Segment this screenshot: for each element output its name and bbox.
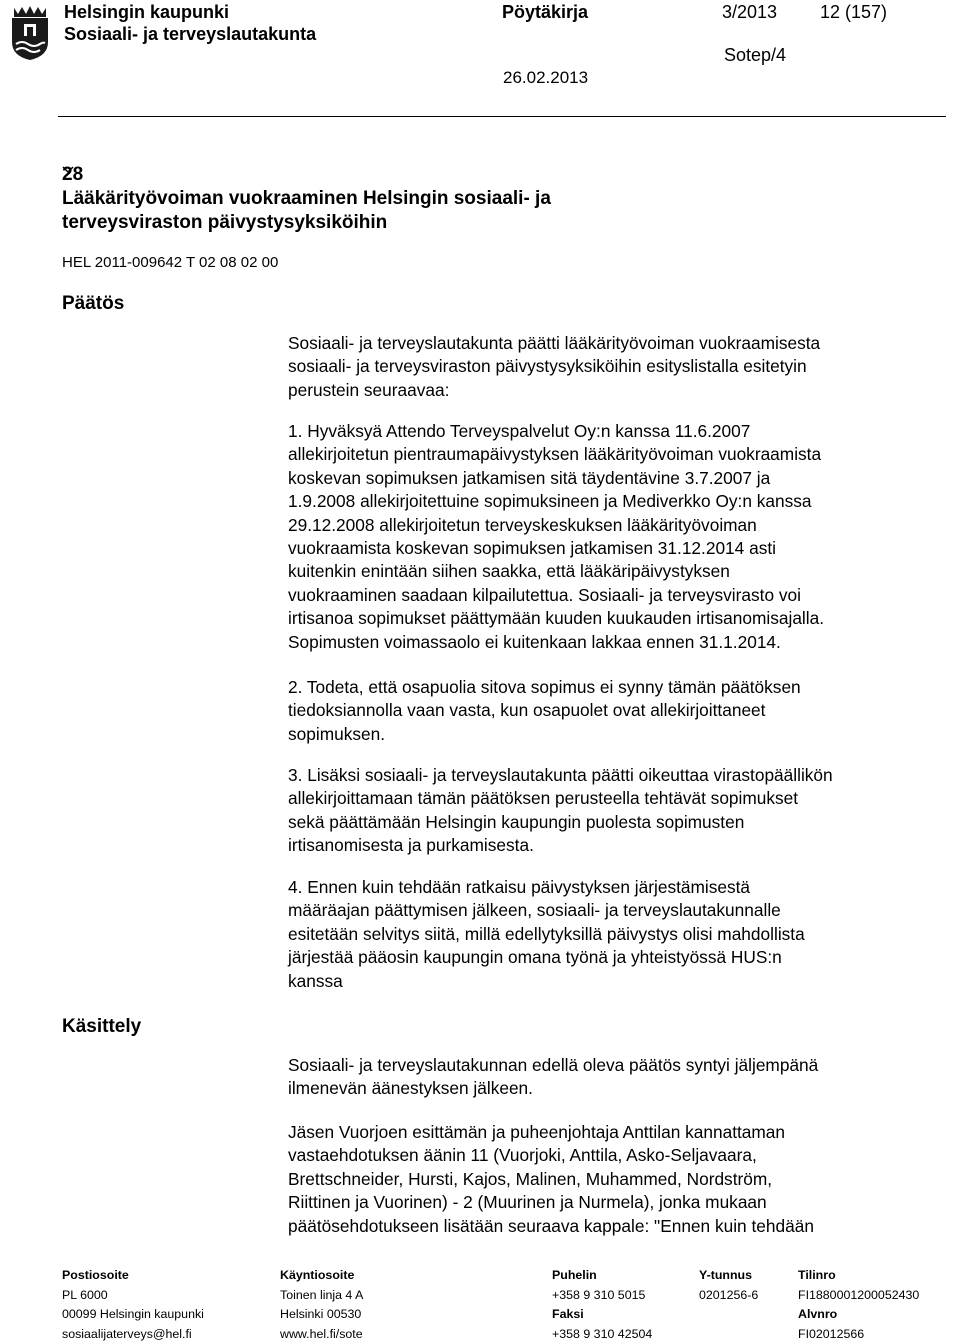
page-number: 12 (157) — [820, 2, 887, 22]
footer-text: Toinen linja 4 A — [280, 1286, 363, 1306]
footer-account — [798, 1266, 919, 1344]
case-reference: HEL 2011-009642 T 02 08 02 00 — [62, 253, 278, 273]
text-line: kuitenkin enintään siihen saakka, että lääkäripäivystyksen — [288, 560, 948, 583]
text-line: päätösehdotukseen lisätään seuraava kappale: "Ennen kuin tehdään — [288, 1215, 948, 1238]
text-line: 1. Hyväksyä Attendo Terveyspalvelut Oy:n kanssa 11.6.2007 — [288, 420, 948, 443]
org-name: Helsingin kaupunki — [64, 2, 229, 22]
decision-point-4 — [288, 876, 948, 993]
text-line: määräajan päättymisen jälkeen, sosiaali- ja terveyslautakunnalle — [288, 899, 948, 922]
footer-text: 00099 Helsingin kaupunki — [62, 1305, 204, 1325]
handling-label: Käsittely — [62, 1015, 141, 1039]
section-code: Sotep/4 — [724, 45, 786, 65]
item-title-line: Lääkärityövoiman vuokraaminen Helsingin sosiaali- ja — [62, 187, 551, 211]
header-divider — [58, 116, 946, 117]
footer-text: PL 6000 — [62, 1286, 204, 1306]
text-line: Riittinen ja Vuorinen) - 2 (Muurinen ja Nurmela), jonka mukaan — [288, 1191, 948, 1214]
footer-business-id — [699, 1266, 758, 1305]
footer-text: Helsinki 00530 — [280, 1305, 363, 1325]
text-line: irtisanomisesta ja purkamisesta. — [288, 834, 948, 857]
footer-website-link[interactable]: www.hel.fi/sote — [280, 1325, 363, 1344]
handling-paragraph-1 — [288, 1054, 948, 1101]
doc-type: Pöytäkirja — [502, 2, 588, 22]
text-line: vuokraamista koskevan sopimuksen jatkamisen 31.12.2014 asti — [288, 537, 948, 560]
text-line: tiedoksiannolla vaan vasta, kun osapuolet ovat allekirjoittaneet — [288, 699, 948, 722]
text-line: 29.12.2008 allekirjoitetun terveyskeskuksen lääkärityövoiman — [288, 514, 948, 537]
text-line: 2. Todeta, että osapuolia sitova sopimus ei synny tämän päätöksen — [288, 676, 948, 699]
footer-heading: Alvnro — [798, 1305, 919, 1325]
decision-point-2 — [288, 676, 948, 746]
text-line: Sopimusten voimassaolo ei kuitenkaan lakkaa ennen 31.1.2014. — [288, 631, 948, 654]
text-line: sekä päättämään Helsingin kaupungin puolesta sopimusten — [288, 811, 948, 834]
text-line: Sosiaali- ja terveyslautakunnan edellä oleva päätös syntyi jäljempänä — [288, 1054, 948, 1077]
text-line: perustein seuraavaa: — [288, 379, 948, 402]
text-line: sosiaali- ja terveysviraston päivystysyksiköihin esityslistalla esitetyin — [288, 355, 948, 378]
text-line: allekirjoitetun pientraumapäivystyksen lääkärityövoiman vuokraamista — [288, 443, 948, 466]
footer-heading: Y-tunnus — [699, 1266, 758, 1286]
text-line: koskevan sopimuksen jatkamisen sitä täydentävine 3.7.2007 ja — [288, 467, 948, 490]
footer-postal — [62, 1266, 204, 1344]
text-line: Sosiaali- ja terveyslautakunta päätti lääkärityövoiman vuokraamisesta — [288, 332, 948, 355]
decision-intro — [288, 332, 948, 402]
board-name: Sosiaali- ja terveyslautakunta — [64, 24, 316, 44]
meeting-date: 26.02.2013 — [503, 68, 588, 88]
handling-paragraph-2 — [288, 1121, 948, 1238]
text-line: vastaehdotuksen äänin 11 (Vuorjoki, Anttila, Asko-Seljavaara, — [288, 1144, 948, 1167]
text-line: 1.9.2008 allekirjoitettuine sopimuksineen ja Mediverkko Oy:n kanssa — [288, 490, 948, 513]
item-title-line: terveysviraston päivystysyksiköihin — [62, 211, 551, 235]
text-line: Brettschneider, Hursti, Kajos, Malinen, Muhammed, Nordström, — [288, 1168, 948, 1191]
footer-heading: Postiosoite — [62, 1266, 204, 1286]
footer-heading: Tilinro — [798, 1266, 919, 1286]
footer-text: FI02012566 — [798, 1325, 919, 1344]
text-line: järjestää pääosin kaupungin omana työnä ja yhteistyössä HUS:n — [288, 946, 948, 969]
decision-label: Päätös — [62, 292, 124, 316]
footer-email-link[interactable]: sosiaalijaterveys@hel.fi — [62, 1325, 204, 1344]
footer-phone — [552, 1266, 652, 1344]
text-line: ilmenevän äänestyksen jälkeen. — [288, 1077, 948, 1100]
text-line: irtisanoa sopimukset päättymään kuuden kuukauden irtisanomisajalla. — [288, 607, 948, 630]
text-line: vuokraaminen saadaan kilpailutettua. Sosiaali- ja terveysvirasto voi — [288, 584, 948, 607]
item-title — [62, 163, 551, 235]
footer-heading: Puhelin — [552, 1266, 652, 1286]
text-line: Jäsen Vuorjoen esittämän ja puheenjohtaja Anttilan kannattaman — [288, 1121, 948, 1144]
decision-point-3 — [288, 764, 948, 858]
footer-text: +358 9 310 5015 — [552, 1286, 652, 1306]
footer-visiting — [280, 1266, 363, 1344]
footer-text: +358 9 310 42504 — [552, 1325, 652, 1344]
footer-heading: Faksi — [552, 1305, 652, 1325]
text-line: 3. Lisäksi sosiaali- ja terveyslautakunta päätti oikeuttaa virastopäällikön — [288, 764, 948, 787]
text-line: 4. Ennen kuin tehdään ratkaisu päivystyksen järjestämisestä — [288, 876, 948, 899]
text-line: allekirjoittamaan tämän päätöksen perusteella tehtävät sopimukset — [288, 787, 948, 810]
text-line: esitetään selvitys siitä, millä edellytyksillä päivystys olisi mahdollista — [288, 923, 948, 946]
footer-text: 0201256-6 — [699, 1286, 758, 1306]
doc-number: 3/2013 — [722, 2, 777, 22]
decision-point-1 — [288, 420, 948, 654]
helsinki-crest-logo — [8, 4, 52, 62]
text-line: kanssa — [288, 970, 948, 993]
footer-text: FI1880001200052430 — [798, 1286, 919, 1306]
text-line: sopimuksen. — [288, 723, 948, 746]
item-number: 28 — [62, 163, 551, 187]
footer-heading: Käyntiosoite — [280, 1266, 363, 1286]
